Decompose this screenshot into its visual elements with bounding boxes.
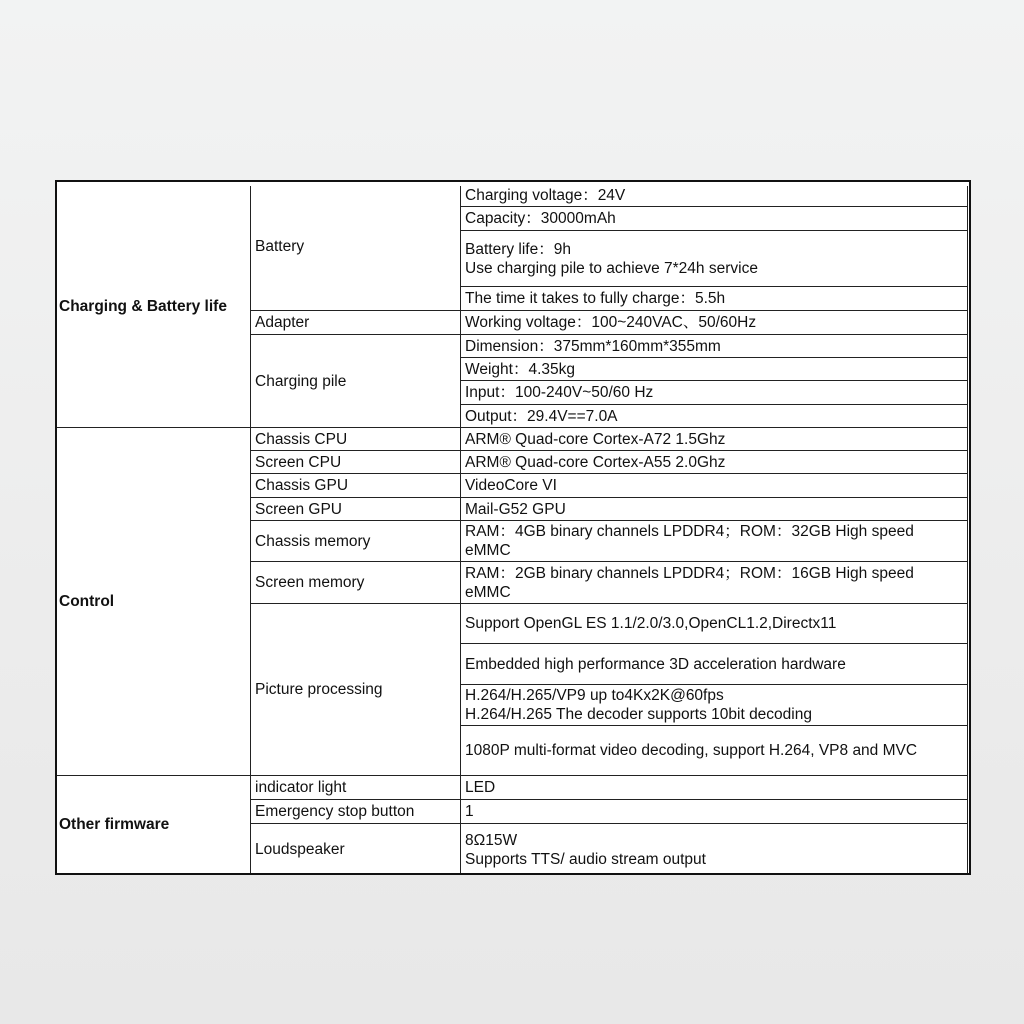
spec-value: Working voltage：100~240VAC、50/60Hz [465, 314, 757, 331]
spec-name-picture-processing: Picture processing [255, 681, 383, 698]
spec-value: Embedded high performance 3D acceleration hardware [465, 655, 846, 673]
spec-table [55, 180, 971, 875]
category-control: Control [59, 593, 115, 610]
spec-value: 8Ω15W Supports TTS/ audio stream output [465, 831, 706, 868]
spec-name-chassis-memory: Chassis memory [255, 532, 371, 550]
spec-value: VideoCore VI [465, 477, 557, 494]
spec-name-emergency-stop: Emergency stop button [255, 803, 415, 820]
spec-value: Output：29.4V==7.0A [465, 408, 618, 425]
spec-name-battery: Battery [255, 237, 305, 255]
spec-value: 1080P multi-format video decoding, support H.264, VP8 and MVC [465, 742, 918, 759]
spec-name-screen-memory: Screen memory [255, 574, 365, 591]
column-divider-3 [967, 186, 968, 873]
spec-value: Weight：4.35kg [465, 360, 575, 378]
spec-value: ARM® Quad-core Cortex-A55 2.0Ghz [465, 454, 726, 471]
spec-name-loudspeaker: Loudspeaker [255, 841, 345, 858]
spec-name-adapter: Adapter [255, 314, 310, 331]
spec-value: The time it takes to fully charge：5.5h [465, 290, 726, 307]
spec-name-screen-gpu: Screen GPU [255, 501, 343, 518]
spec-value: LED [465, 779, 496, 796]
spec-value: RAM：2GB binary channels LPDDR4；ROM：16GB High speed eMMC [465, 564, 914, 601]
spec-value: Mail-G52 GPU [465, 501, 566, 518]
spec-name-chassis-gpu: Chassis GPU [255, 477, 349, 494]
spec-value: Input：100-240V~50/60 Hz [465, 384, 654, 401]
spec-value: ARM® Quad-core Cortex-A72 1.5Ghz [465, 431, 726, 448]
spec-value: Capacity：30000mAh [465, 210, 616, 227]
spec-name-charging-pile: Charging pile [255, 372, 347, 390]
spec-value: H.264/H.265/VP9 up to4Kx2K@60fps H.264/H.265 The decoder supports 10bit decoding [465, 687, 812, 723]
spec-value: Support OpenGL ES 1.1/2.0/3.0,OpenCL1.2,Directx11 [465, 615, 837, 632]
spec-name-screen-cpu: Screen CPU [255, 454, 342, 471]
spec-value: 1 [465, 803, 474, 820]
spec-name-indicator-light: indicator light [255, 779, 347, 796]
spec-value: RAM：4GB binary channels LPDDR4；ROM：32GB High speed eMMC [465, 523, 914, 559]
spec-name-chassis-cpu: Chassis CPU [255, 431, 348, 448]
spec-value: Battery life：9h Use charging pile to achieve 7*24h service [465, 240, 758, 277]
category-other-firmware: Other firmware [59, 816, 170, 833]
category-charging-battery: Charging & Battery life [59, 297, 227, 315]
spec-value: Dimension：375mm*160mm*355mm [465, 337, 721, 355]
spec-value: Charging voltage：24V [465, 187, 626, 204]
